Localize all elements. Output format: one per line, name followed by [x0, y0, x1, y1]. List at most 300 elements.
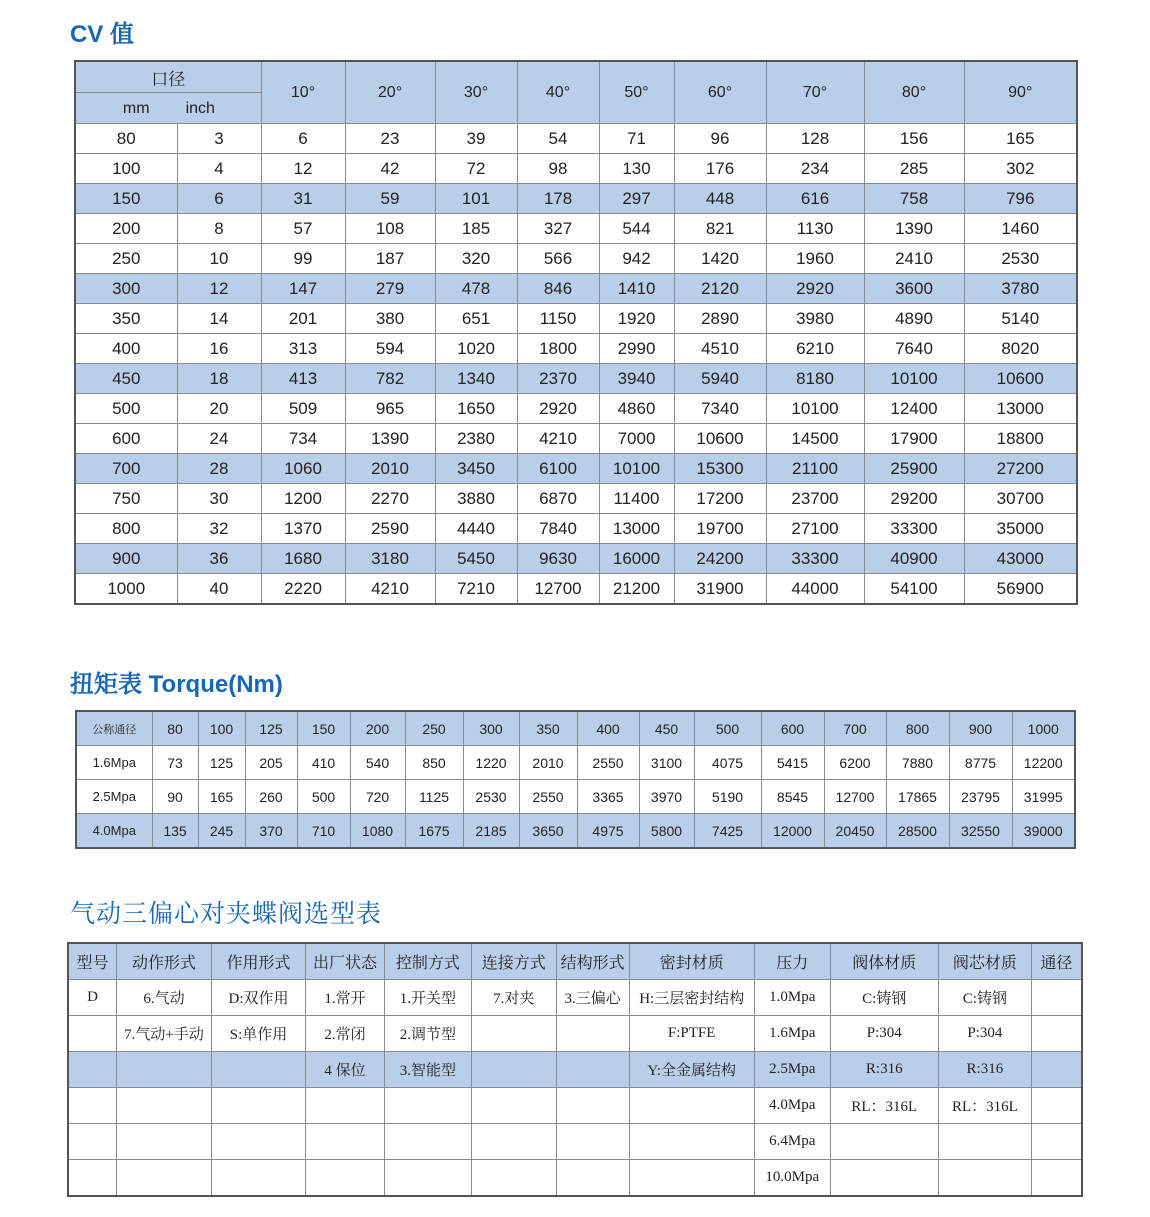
- cv-cell: 30700: [964, 484, 1077, 514]
- selection-cell: [117, 1052, 212, 1088]
- cv-cell: 1460: [964, 214, 1077, 244]
- cv-angle-header: 30°: [435, 61, 517, 124]
- cv-cell: 566: [517, 244, 599, 274]
- cv-cell: 176: [674, 154, 766, 184]
- selection-header-cell: 作用形式: [212, 943, 306, 980]
- cv-angle-header: 70°: [766, 61, 864, 124]
- cv-cell: 23700: [766, 484, 864, 514]
- selection-header-cell: 阀芯材质: [938, 943, 1031, 980]
- cv-angle-header: 60°: [674, 61, 766, 124]
- cv-mm-label: mm: [122, 100, 150, 117]
- cv-cell: 9630: [517, 544, 599, 574]
- torque-cell: 1080: [350, 814, 405, 849]
- selection-header-cell: 通径: [1031, 943, 1082, 980]
- torque-cell: 6200: [824, 746, 886, 780]
- cv-cell: 1340: [435, 364, 517, 394]
- torque-cell: 17865: [886, 780, 949, 814]
- torque-cell: 2550: [519, 780, 577, 814]
- cv-angle-header: 80°: [864, 61, 964, 124]
- cv-cell: 782: [345, 364, 435, 394]
- selection-header-cell: 连接方式: [471, 943, 556, 980]
- selection-cell: 6.气动: [117, 980, 212, 1016]
- cv-cell: 27100: [766, 514, 864, 544]
- torque-cell: 710: [297, 814, 350, 849]
- cv-cell: 128: [766, 124, 864, 154]
- selection-cell: 4 保位: [306, 1052, 385, 1088]
- cv-cell: 6: [177, 184, 261, 214]
- selection-cell: [629, 1160, 754, 1197]
- cv-cell: 300: [75, 274, 177, 304]
- torque-cell: 165: [198, 780, 245, 814]
- cv-cell: 4440: [435, 514, 517, 544]
- selection-row: [68, 1160, 1082, 1197]
- cv-cell: 320: [435, 244, 517, 274]
- cv-cell: 4890: [864, 304, 964, 334]
- cv-cell: 6: [261, 124, 345, 154]
- selection-cell: [384, 1160, 471, 1197]
- cv-cell: 35000: [964, 514, 1077, 544]
- selection-header-cell: 控制方式: [384, 943, 471, 980]
- cv-cell: 4: [177, 154, 261, 184]
- selection-cell: [1031, 1016, 1082, 1052]
- cv-cell: 2590: [345, 514, 435, 544]
- cv-cell: 6870: [517, 484, 599, 514]
- cv-cell: 3: [177, 124, 261, 154]
- cv-cell: 44000: [766, 574, 864, 605]
- torque-cell: 205: [245, 746, 297, 780]
- selection-header-cell: 动作形式: [117, 943, 212, 980]
- cv-cell: 3940: [599, 364, 674, 394]
- selection-cell: Y:全金属结构: [629, 1052, 754, 1088]
- selection-cell: [306, 1124, 385, 1160]
- selection-cell: 2.常闭: [306, 1016, 385, 1052]
- selection-header-cell: 出厂状态: [306, 943, 385, 980]
- cv-cell: 1960: [766, 244, 864, 274]
- torque-header-cell: 450: [639, 711, 694, 746]
- torque-cell: 540: [350, 746, 405, 780]
- cv-cell: 1650: [435, 394, 517, 424]
- cv-cell: 1390: [345, 424, 435, 454]
- selection-cell: [306, 1088, 385, 1124]
- cv-cell: 6210: [766, 334, 864, 364]
- selection-cell: 4.0Mpa: [754, 1088, 830, 1124]
- selection-cell: [212, 1160, 306, 1197]
- cv-cell: 400: [75, 334, 177, 364]
- cv-cell: 2920: [517, 394, 599, 424]
- torque-cell: 260: [245, 780, 297, 814]
- torque-cell: 32550: [949, 814, 1012, 849]
- selection-row: [68, 980, 1082, 1016]
- selection-cell: [471, 1124, 556, 1160]
- selection-cell: [830, 1124, 938, 1160]
- torque-cell: 2010: [519, 746, 577, 780]
- selection-cell: 7.气动+手动: [117, 1016, 212, 1052]
- cv-cell: 1420: [674, 244, 766, 274]
- cv-cell: 187: [345, 244, 435, 274]
- cv-cell: 297: [599, 184, 674, 214]
- cv-cell: 150: [75, 184, 177, 214]
- torque-header-cell: 公称通径: [76, 711, 152, 746]
- torque-cell: 500: [297, 780, 350, 814]
- cv-cell: 31: [261, 184, 345, 214]
- torque-cell: 90: [152, 780, 198, 814]
- cv-cell: 31900: [674, 574, 766, 605]
- selection-cell: [629, 1088, 754, 1124]
- cv-cell: 279: [345, 274, 435, 304]
- cv-cell: 2410: [864, 244, 964, 274]
- cv-cell: 32: [177, 514, 261, 544]
- cv-cell: 16: [177, 334, 261, 364]
- cv-row: [75, 484, 1077, 514]
- selection-cell: [556, 1016, 629, 1052]
- selection-cell: [68, 1124, 117, 1160]
- torque-header-cell: 200: [350, 711, 405, 746]
- cv-cell: 200: [75, 214, 177, 244]
- torque-cell: 7880: [886, 746, 949, 780]
- cv-cell: 1920: [599, 304, 674, 334]
- cv-cell: 234: [766, 154, 864, 184]
- selection-cell: D:双作用: [212, 980, 306, 1016]
- selection-cell: [117, 1124, 212, 1160]
- torque-cell: 2550: [577, 746, 639, 780]
- torque-cell: 1.6Mpa: [76, 746, 152, 780]
- selection-header-cell: 型号: [68, 943, 117, 980]
- cv-row: [75, 154, 1077, 184]
- cv-cell: 448: [674, 184, 766, 214]
- selection-row: [68, 1016, 1082, 1052]
- torque-row: [76, 746, 1075, 780]
- cv-cell: 313: [261, 334, 345, 364]
- cv-cell: 2270: [345, 484, 435, 514]
- cv-cell: 59: [345, 184, 435, 214]
- cv-cell: 24200: [674, 544, 766, 574]
- cv-cell: 130: [599, 154, 674, 184]
- cv-angle-header: 40°: [517, 61, 599, 124]
- cv-cell: 30: [177, 484, 261, 514]
- cv-cell: 178: [517, 184, 599, 214]
- torque-cell: 4975: [577, 814, 639, 849]
- cv-cell: 250: [75, 244, 177, 274]
- cv-cell: 14: [177, 304, 261, 334]
- cv-cell: 201: [261, 304, 345, 334]
- torque-cell: 1125: [405, 780, 463, 814]
- cv-cell: 5940: [674, 364, 766, 394]
- cv-cell: 57: [261, 214, 345, 244]
- torque-header-cell: 350: [519, 711, 577, 746]
- cv-cell: 12: [261, 154, 345, 184]
- selection-cell: P:304: [938, 1016, 1031, 1052]
- torque-header-cell: 900: [949, 711, 1012, 746]
- torque-title: 扭矩表 Torque(Nm): [70, 671, 283, 698]
- torque-header-cell: 80: [152, 711, 198, 746]
- cv-row: [75, 304, 1077, 334]
- cv-cell: 12700: [517, 574, 599, 605]
- selection-cell: [212, 1052, 306, 1088]
- cv-header-row-top: [75, 61, 1077, 93]
- selection-cell: [938, 1124, 1031, 1160]
- cv-cell: 500: [75, 394, 177, 424]
- cv-cell: 19700: [674, 514, 766, 544]
- cv-cell: 10600: [964, 364, 1077, 394]
- selection-cell: [1031, 980, 1082, 1016]
- selection-title: 气动三偏心对夹蝶阀选型表: [70, 900, 383, 928]
- cv-angle-header: 20°: [345, 61, 435, 124]
- torque-cell: 245: [198, 814, 245, 849]
- torque-cell: 2185: [463, 814, 519, 849]
- selection-cell: [68, 1088, 117, 1124]
- cv-cell: 20: [177, 394, 261, 424]
- cv-cell: 2380: [435, 424, 517, 454]
- cv-cell: 165: [964, 124, 1077, 154]
- torque-cell: 5415: [761, 746, 824, 780]
- torque-header-row: [76, 711, 1075, 746]
- cv-cell: 21200: [599, 574, 674, 605]
- selection-cell: [938, 1160, 1031, 1197]
- cv-cell: 27200: [964, 454, 1077, 484]
- torque-cell: 370: [245, 814, 297, 849]
- cv-cell: 8020: [964, 334, 1077, 364]
- selection-cell: 1.常开: [306, 980, 385, 1016]
- cv-cell: 651: [435, 304, 517, 334]
- cv-cell: 544: [599, 214, 674, 244]
- torque-cell: 39000: [1012, 814, 1075, 849]
- cv-row: [75, 244, 1077, 274]
- cv-cell: 600: [75, 424, 177, 454]
- cv-cell: 71: [599, 124, 674, 154]
- torque-cell: 2.5Mpa: [76, 780, 152, 814]
- selection-cell: 1.开关型: [384, 980, 471, 1016]
- selection-cell: [556, 1124, 629, 1160]
- selection-table: [67, 942, 1083, 1197]
- torque-cell: 20450: [824, 814, 886, 849]
- cv-cell: 2890: [674, 304, 766, 334]
- cv-cell: 734: [261, 424, 345, 454]
- torque-cell: 5800: [639, 814, 694, 849]
- cv-cell: 965: [345, 394, 435, 424]
- selection-header-row: [68, 943, 1082, 980]
- selection-cell: 1.6Mpa: [754, 1016, 830, 1052]
- cv-cell: 4510: [674, 334, 766, 364]
- selection-cell: 2.5Mpa: [754, 1052, 830, 1088]
- selection-cell: [384, 1124, 471, 1160]
- cv-cell: 80: [75, 124, 177, 154]
- selection-cell: RL：316L: [938, 1088, 1031, 1124]
- cv-cell: 7210: [435, 574, 517, 605]
- cv-cell: 18800: [964, 424, 1077, 454]
- selection-row: [68, 1052, 1082, 1088]
- cv-cell: 3450: [435, 454, 517, 484]
- selection-cell: [471, 1088, 556, 1124]
- cv-cell: 7640: [864, 334, 964, 364]
- cv-cell: 72: [435, 154, 517, 184]
- cv-row: [75, 184, 1077, 214]
- selection-cell: H:三层密封结构: [629, 980, 754, 1016]
- cv-cell: 10100: [766, 394, 864, 424]
- cv-cell: 101: [435, 184, 517, 214]
- torque-cell: 23795: [949, 780, 1012, 814]
- cv-angle-header: 10°: [261, 61, 345, 124]
- selection-cell: 3.智能型: [384, 1052, 471, 1088]
- selection-row: [68, 1088, 1082, 1124]
- cv-cell: 54100: [864, 574, 964, 605]
- selection-cell: [68, 1160, 117, 1197]
- torque-cell: 73: [152, 746, 198, 780]
- selection-header-cell: 压力: [754, 943, 830, 980]
- selection-header-cell: 结构形式: [556, 943, 629, 980]
- cv-cell: 380: [345, 304, 435, 334]
- selection-cell: R:316: [830, 1052, 938, 1088]
- torque-cell: 1220: [463, 746, 519, 780]
- selection-cell: [1031, 1052, 1082, 1088]
- torque-header-cell: 100: [198, 711, 245, 746]
- cv-cell: 28: [177, 454, 261, 484]
- cv-cell: 33300: [864, 514, 964, 544]
- cv-row: [75, 574, 1077, 605]
- cv-cell: 33300: [766, 544, 864, 574]
- selection-cell: [117, 1088, 212, 1124]
- cv-cell: 1410: [599, 274, 674, 304]
- cv-cell: 185: [435, 214, 517, 244]
- cv-table: [74, 60, 1078, 605]
- cv-cell: 758: [864, 184, 964, 214]
- cv-cell: 8: [177, 214, 261, 244]
- selection-cell: [556, 1160, 629, 1197]
- torque-header-cell: 600: [761, 711, 824, 746]
- cv-cell: 39: [435, 124, 517, 154]
- cv-cell: 942: [599, 244, 674, 274]
- selection-cell: [117, 1160, 212, 1197]
- cv-cell: 29200: [864, 484, 964, 514]
- torque-cell: 720: [350, 780, 405, 814]
- torque-cell: 8545: [761, 780, 824, 814]
- torque-cell: 3970: [639, 780, 694, 814]
- cv-cell: 99: [261, 244, 345, 274]
- cv-cell: 2010: [345, 454, 435, 484]
- cv-cell: 96: [674, 124, 766, 154]
- torque-cell: 8775: [949, 746, 1012, 780]
- torque-header-cell: 400: [577, 711, 639, 746]
- cv-cell: 7000: [599, 424, 674, 454]
- cv-cell: 14500: [766, 424, 864, 454]
- torque-header-cell: 1000: [1012, 711, 1075, 746]
- selection-cell: [306, 1160, 385, 1197]
- cv-angle-header: 50°: [599, 61, 674, 124]
- cv-cell: 594: [345, 334, 435, 364]
- torque-cell: 4.0Mpa: [76, 814, 152, 849]
- cv-cell: 1370: [261, 514, 345, 544]
- torque-cell: 3650: [519, 814, 577, 849]
- cv-row: [75, 274, 1077, 304]
- cv-cell: 3980: [766, 304, 864, 334]
- cv-cell: 1060: [261, 454, 345, 484]
- selection-row: [68, 1124, 1082, 1160]
- cv-title: CV 值: [70, 21, 135, 48]
- cv-cell: 700: [75, 454, 177, 484]
- selection-cell: [1031, 1160, 1082, 1197]
- cv-cell: 2220: [261, 574, 345, 605]
- cv-cell: 5450: [435, 544, 517, 574]
- cv-cell: 4210: [517, 424, 599, 454]
- cv-cell: 3880: [435, 484, 517, 514]
- cv-cell: 24: [177, 424, 261, 454]
- cv-cell: 42: [345, 154, 435, 184]
- cv-cell: 12400: [864, 394, 964, 424]
- cv-row: [75, 394, 1077, 424]
- selection-cell: 1.0Mpa: [754, 980, 830, 1016]
- cv-cell: 478: [435, 274, 517, 304]
- cv-cell: 616: [766, 184, 864, 214]
- torque-header-cell: 500: [694, 711, 761, 746]
- cv-cell: 40900: [864, 544, 964, 574]
- cv-cell: 40: [177, 574, 261, 605]
- selection-cell: RL：316L: [830, 1088, 938, 1124]
- cv-cell: 2530: [964, 244, 1077, 274]
- torque-cell: 12000: [761, 814, 824, 849]
- torque-row: [76, 780, 1075, 814]
- cv-cell: 846: [517, 274, 599, 304]
- cv-row: [75, 544, 1077, 574]
- selection-cell: [471, 1160, 556, 1197]
- cv-cell: 3600: [864, 274, 964, 304]
- selection-cell: 2.调节型: [384, 1016, 471, 1052]
- cv-cell: 1150: [517, 304, 599, 334]
- cv-cell: 23: [345, 124, 435, 154]
- selection-header-cell: 密封材质: [629, 943, 754, 980]
- selection-cell: S:单作用: [212, 1016, 306, 1052]
- cv-cell: 156: [864, 124, 964, 154]
- selection-cell: R:316: [938, 1052, 1031, 1088]
- selection-cell: P:304: [830, 1016, 938, 1052]
- cv-cell: 6100: [517, 454, 599, 484]
- selection-cell: 6.4Mpa: [754, 1124, 830, 1160]
- cv-cell: 2920: [766, 274, 864, 304]
- selection-cell: [1031, 1124, 1082, 1160]
- cv-row: [75, 334, 1077, 364]
- selection-cell: [629, 1124, 754, 1160]
- cv-cell: 4210: [345, 574, 435, 605]
- cv-cell: 18: [177, 364, 261, 394]
- cv-cell: 4860: [599, 394, 674, 424]
- torque-cell: 3100: [639, 746, 694, 780]
- torque-cell: 31995: [1012, 780, 1075, 814]
- cv-cell: 13000: [599, 514, 674, 544]
- selection-cell: C:铸钢: [938, 980, 1031, 1016]
- selection-cell: [68, 1016, 117, 1052]
- selection-header-cell: 阀体材质: [830, 943, 938, 980]
- cv-size-label: 口径: [75, 61, 261, 93]
- cv-cell: 17900: [864, 424, 964, 454]
- cv-cell: 21100: [766, 454, 864, 484]
- cv-cell: 821: [674, 214, 766, 244]
- torque-header-cell: 250: [405, 711, 463, 746]
- cv-cell: 16000: [599, 544, 674, 574]
- torque-cell: 1675: [405, 814, 463, 849]
- torque-cell: 7425: [694, 814, 761, 849]
- cv-cell: 54: [517, 124, 599, 154]
- torque-cell: 12700: [824, 780, 886, 814]
- selection-cell: D: [68, 980, 117, 1016]
- selection-cell: [1031, 1088, 1082, 1124]
- selection-cell: [68, 1052, 117, 1088]
- torque-cell: 4075: [694, 746, 761, 780]
- cv-cell: 12: [177, 274, 261, 304]
- selection-cell: [556, 1088, 629, 1124]
- torque-cell: 410: [297, 746, 350, 780]
- cv-row: [75, 454, 1077, 484]
- cv-cell: 147: [261, 274, 345, 304]
- cv-cell: 3180: [345, 544, 435, 574]
- cv-cell: 36: [177, 544, 261, 574]
